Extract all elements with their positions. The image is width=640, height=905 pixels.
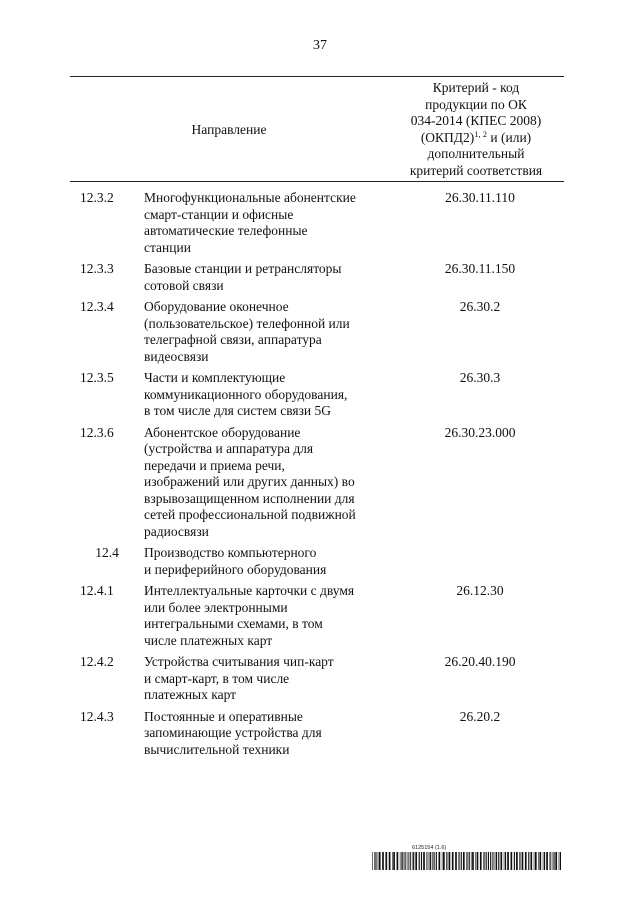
barcode-bar [495,852,496,870]
row-direction-line: сотовой связи [144,277,224,293]
barcode-bar [488,852,489,870]
footnote-reference: 1, 2 [474,128,488,139]
row-direction-line: Оборудование оконечное [144,299,289,314]
row-code: 26.12.30 [456,583,504,598]
header-criteria-line: 034-2014 (КПЕС 2008) [410,113,542,128]
barcode-bar [432,852,433,870]
page-number: 37 [313,38,327,53]
barcode-bar [415,852,417,870]
row-code: 26.20.40.190 [444,654,516,669]
barcode-bar [400,852,401,870]
barcode-bar [525,852,527,870]
barcode-bar [544,852,545,870]
row-direction-line: видеосвязи [144,348,209,364]
row-direction [144,583,396,649]
header-criteria [388,80,564,179]
row-code: 26.30.3 [459,370,501,385]
row-direction-line: числе платежных карт [144,632,273,648]
row-direction-line: сетей профессиональной подвижной [144,507,356,522]
row-direction [144,299,396,365]
barcode-bar [429,852,430,870]
row-direction-line: интегральными схемами, в том [144,616,323,631]
barcode-bar [382,852,384,870]
row-direction-line: Производство компьютерного [144,545,317,560]
barcode-bar [477,852,479,870]
barcode-bar [405,852,406,870]
row-number: 12.4.1 [80,583,114,598]
barcode-image [372,852,562,870]
barcode-bar [516,852,518,870]
row-direction-line: Базовые станции и ретрансляторы [144,261,342,276]
barcode-bar [534,852,535,870]
row-direction [144,425,396,541]
okpd2-label: (ОКПД2) [420,129,475,145]
row-direction-line: (устройства и аппаратура для [144,441,314,456]
barcode-bar [530,852,532,870]
header-criteria-line: дополнительный [427,146,525,161]
barcode-bar [472,852,474,870]
row-direction-line: вычислительной техники [144,741,290,757]
barcode-bar [535,852,537,870]
row-direction-line: платежных карт [144,687,237,702]
barcode-bar [498,852,499,870]
barcode-bar [436,852,437,870]
barcode-bar [484,852,485,870]
row-direction-line: или более электронными [144,599,288,615]
row-number: 12.3.6 [80,424,114,440]
row-direction-line: коммуникационного оборудования, [144,386,348,402]
barcode-bar [555,852,557,870]
header-criteria-line [388,130,564,147]
header-direction: Направление [191,122,267,137]
barcode-bar [392,852,393,870]
row-direction [144,261,396,294]
barcode-bar [379,852,381,870]
barcode-bar [496,852,497,870]
barcode-bar [504,852,505,870]
row-code: 26.30.11.150 [444,261,516,276]
barcode-bar [490,852,491,870]
barcode-bar [528,852,529,870]
barcode-bar [522,852,524,870]
barcode-bar [469,852,470,870]
barcode-bar [519,852,520,870]
row-direction-line: Абонентское оборудование [144,424,301,440]
barcode-bar [455,852,457,870]
barcode-bar [550,852,551,870]
barcode-bar [494,852,495,870]
barcode-bar [443,852,445,870]
row-number: 12.4.3 [80,708,114,724]
barcode-bar [374,852,375,870]
and-or-label: и (или) [487,129,532,145]
table-row [70,709,564,759]
row-code: 26.20.2 [459,708,501,724]
barcode-caption: 6125154 (1.6) [412,845,447,851]
barcode-bar [486,852,487,870]
row-direction-line: Многофункциональные абонентские [144,190,356,205]
barcode-bar [546,852,548,870]
barcode-bar [426,852,427,870]
barcode-bar [430,852,431,870]
row-direction [144,370,396,420]
barcode-bar [407,852,408,870]
barcode-bar [385,852,387,870]
row-direction-line: взрывозащищенном исполнении для [144,490,355,506]
barcode-bar [461,852,462,870]
barcode-bar [402,852,403,870]
header-criteria-line: продукции по ОК [425,96,527,112]
barcode-bar [458,852,459,870]
table-row [70,190,564,256]
barcode-bar [408,852,409,870]
table-row [70,654,564,704]
barcode-bar [560,852,561,870]
barcode-bar [467,852,468,870]
barcode-bar [375,852,376,870]
barcode-block [372,845,562,875]
table-row [70,370,564,420]
row-direction-line: Постоянные и оперативные [144,708,303,724]
barcode-bar [538,852,539,870]
table-row [70,545,564,578]
table-row [70,425,564,541]
row-direction-line: изображений или других данных) во [144,474,355,489]
barcode-bar [434,852,435,870]
row-direction-line: смарт-станции и офисные [144,206,294,222]
barcode-bar [511,852,513,870]
row-direction-line: Части и комплектующие [144,370,286,385]
row-direction-line: станции [144,239,191,255]
barcode-bar [559,852,560,870]
table-row [70,299,564,365]
header-criteria-line: критерий соответствия [409,162,543,178]
row-number: 12.3.5 [80,370,114,385]
row-direction-line: Устройства считывания чип-карт [144,654,334,669]
barcode-bar [401,852,402,870]
row-number: 12.3.3 [80,261,114,276]
barcode-bar [410,852,411,870]
barcode-bar [449,852,451,870]
row-direction-line: и периферийного оборудования [144,561,327,577]
barcode-bar [421,852,422,870]
row-code: 26.30.23.000 [444,424,516,440]
row-number: 12.3.4 [80,299,114,314]
barcode-bar [389,852,391,870]
row-direction-line: телеграфной связи, аппаратура [144,332,322,347]
row-number: 12.3.2 [80,190,114,205]
row-number: 12.4 [95,545,119,560]
barcode-bar [463,852,465,870]
row-direction [144,190,396,256]
row-direction [144,709,396,759]
barcode-bar [500,852,502,870]
row-direction [144,545,396,578]
barcode-bar [471,852,472,870]
row-direction-line: (пользовательское) телефонной или [144,315,350,331]
barcode-bar [423,852,425,870]
barcode-bar [446,852,447,870]
barcode-bar [475,852,476,870]
row-direction-line: автоматические телефонные [144,223,308,238]
row-direction-line: в том числе для систем связи 5G [144,403,332,418]
barcode-bar [372,852,373,870]
barcode-bar [514,852,515,870]
table-row [70,583,564,649]
row-direction-line: Интеллектуальные карточки с двумя [144,583,355,598]
row-direction [144,654,396,704]
barcode-bar [539,852,541,870]
barcode-bar [466,852,467,870]
row-code [396,545,564,578]
barcode-bar [483,852,484,870]
barcode-bar [442,852,443,870]
table-body [70,190,564,763]
header-criteria-line: Критерий - код [432,80,520,95]
barcode-bar [507,852,509,870]
barcode-bar [397,852,399,870]
barcode-bar [439,852,441,870]
row-direction-line: передачи и приема речи, [144,457,285,473]
barcode-bar [393,852,395,870]
barcode-bar [413,852,414,870]
row-direction-line: и смарт-карт, в том числе [144,670,290,686]
barcode-bar [428,852,429,870]
barcode-bar [543,852,544,870]
barcode-bar [480,852,482,870]
row-number: 12.4.2 [80,654,114,669]
row-direction-line: радиосвязи [144,523,209,539]
barcode-bar [554,852,555,870]
barcode-bar [419,852,420,870]
barcode-bar [505,852,506,870]
barcode-bar [378,852,379,870]
row-code: 26.30.2 [459,299,501,314]
barcode-bar [553,852,554,870]
barcode-bar [492,852,493,870]
row-code: 26.30.11.110 [445,190,515,205]
table-header [70,76,564,182]
barcode-bar [452,852,454,870]
barcode-bar [552,852,553,870]
table-row [70,261,564,294]
row-direction-line: запоминающие устройства для [144,725,322,740]
barcode-bar [412,852,413,870]
